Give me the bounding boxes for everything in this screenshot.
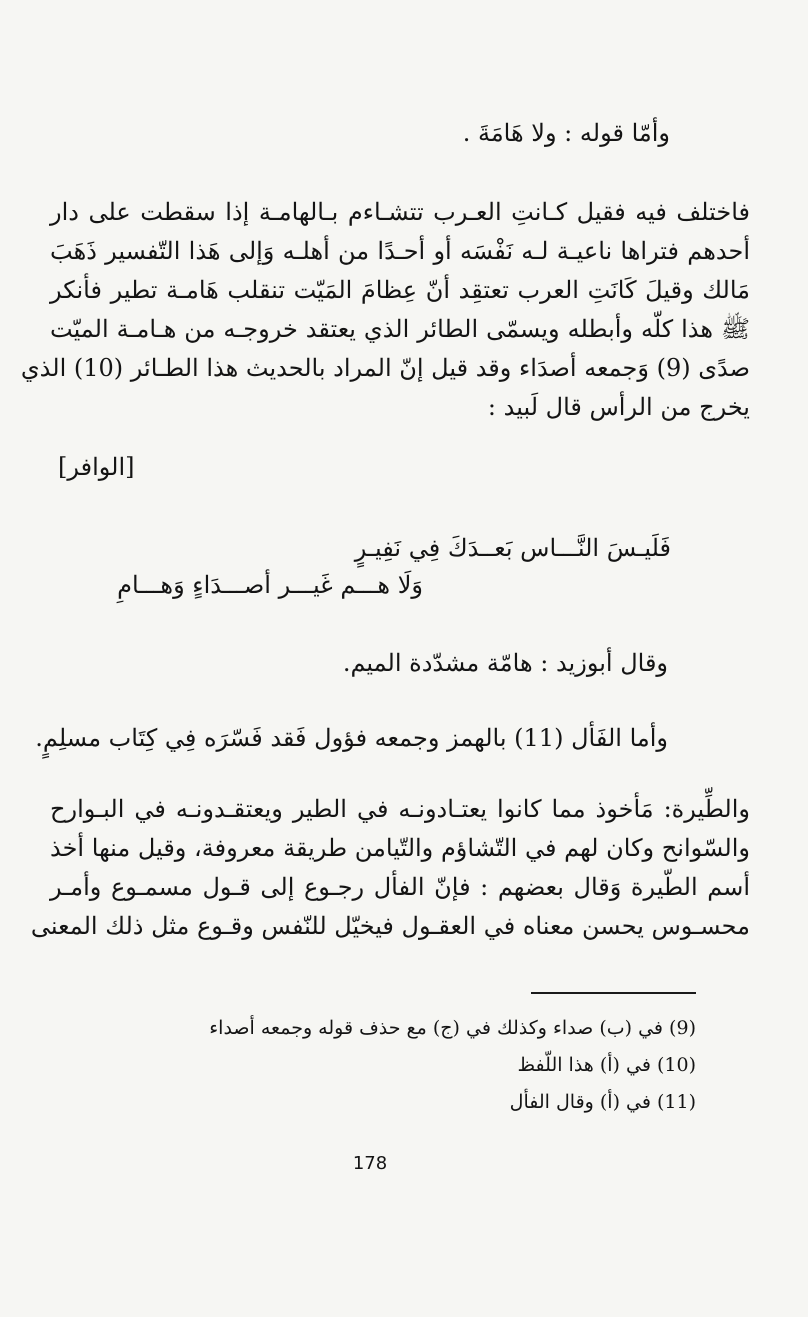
paragraph-1-line: صدًى (9) وَجمعه أصدَاء وقد قيل إنّ المراد بالحديث هذا الطـائر (10) الذي — [20, 354, 750, 382]
footnote: (9) في (ب) صداء وكذلك في (ج) مع حذف قوله وجمعه أصداء — [209, 1017, 696, 1039]
footnotes — [209, 1010, 696, 1121]
paragraph-2-line: أسم الطّيرة وَقال بعضهم : فإنّ الفأل رجـوع إلى قـول مسمـوع وأمـر — [50, 873, 750, 901]
paragraph-2-line: محسـوس يحسن معناه في العقـول فيخيّل للنّفس وقـوع مثل ذلك المعنى — [30, 912, 750, 940]
paragraph-1-line: مَالك وقيلَ كَانَتِ العرب تعتقِد أنّ عِظامَ المَيّت تنقلب هَامـة تطير فأنكر — [50, 276, 750, 304]
paragraph-2-line: والطِّيرة: مَأخوذ مما كانوا يعتـادونـه في الطير ويعتقـدونـه في البـوارح — [50, 795, 750, 823]
paragraph-1-line: ﷺ هذا كلّه وأبطله ويسمّى الطائر الذي يعتقد خروجـه من هـامـة الميّت — [50, 315, 751, 343]
poetic-meter-label: [الوافر] — [58, 453, 135, 481]
page-number: 178 — [352, 1153, 388, 1174]
paragraph-1 — [20, 193, 751, 427]
paragraph-1-line: أحدهم فتراها ناعيـة لـه نَفْسَه أو أحـدًا من أهلـه وَإلى هَذا التّفسير ذَهَبَ — [50, 237, 750, 265]
footnote-separator — [531, 992, 696, 994]
intro-line: وأمّا قوله : ولا هَامَةَ . — [462, 119, 670, 147]
paragraph-2-line: والسّوانح وكان لهم في التّشاؤم والتّيامن طريقة معروفة، وقيل منها أخذ — [50, 834, 750, 862]
paragraph-1-line: فاختلف فيه فقيل كـانتِ العـرب تتشـاءم بـالهامـة إذا سقطت على دار — [50, 198, 750, 226]
footnote: (10) في (أ) هذا اللّفظ — [517, 1054, 696, 1076]
paragraph-1-line: يخرج من الرأس قال لَبيد : — [487, 393, 750, 421]
footnote: (11) في (أ) وقال الفأل — [509, 1091, 696, 1113]
verse-hemistich-1: فَلَيـسَ النَّـــاس بَعــدَكَ فِي نَفِيـرٍ — [354, 534, 671, 562]
verse-hemistich-2: وَلَا هـــم غَيـــر أصـــدَاءٍ وَهـــامِ — [117, 571, 423, 599]
fal-line: وأما الفَأل (11) بالهمز وجمعه فؤول فَقد فَسّرَه فِي كِتَاب مسلِمٍ. — [35, 724, 668, 752]
abuzayd-line: وقال أبوزيد : هامّة مشدّدة الميم. — [342, 649, 668, 677]
paragraph-2 — [30, 790, 750, 946]
